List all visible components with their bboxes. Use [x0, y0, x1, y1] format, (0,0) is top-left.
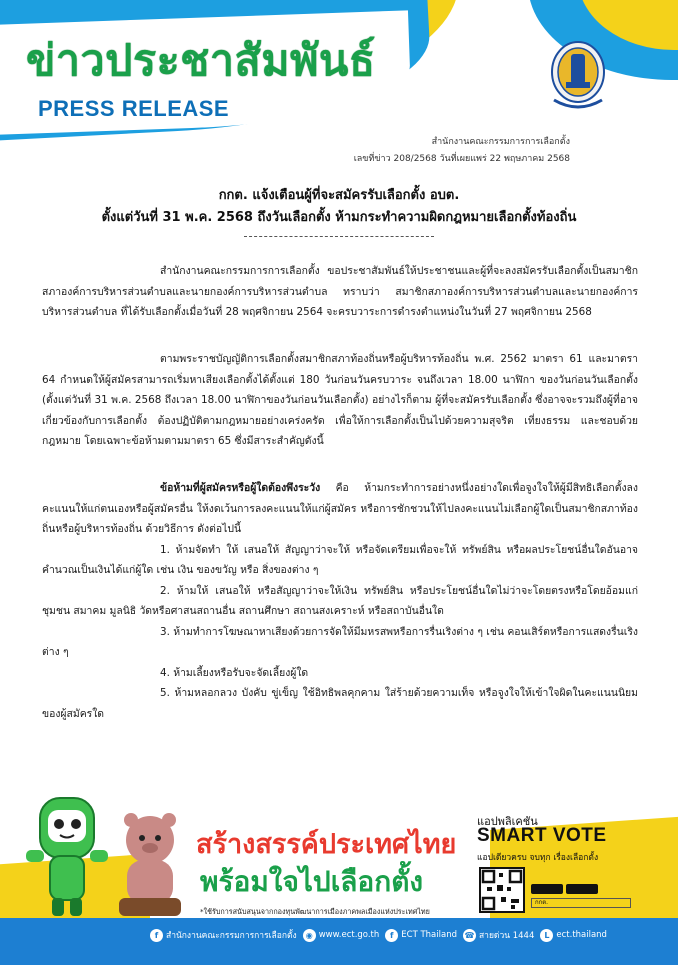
globe-icon: ◉ — [303, 929, 316, 942]
app-store-badge-icon[interactable] — [531, 884, 563, 894]
app-label: แอปพลิเคชัน — [477, 815, 538, 828]
headline-line-1: กกต. แจ้งเตือนผู้ที่จะสมัครรับเลือกตั้ง อบต. — [218, 188, 460, 203]
phone-icon: ☎ — [464, 930, 475, 940]
issuing-organization: สำนักงานคณะกรรมการการเลือกตั้ง — [431, 137, 570, 147]
press-title-thai: ข่าวประชาสัมพันธ์ — [26, 36, 376, 86]
footer-fb-label: ECT Thailand — [401, 930, 457, 940]
app-store-badges[interactable] — [531, 884, 598, 894]
footer-hotline-label: สายด่วน 1444 — [478, 931, 535, 941]
prohibition-item-3: 3. ห้ามทำการโฆษณาหาเสียงด้วยการจัดให้มีมหรสพหรือการรื่นเริงต่าง ๆ เช่น คอนเสิร์ตหรือการแสดงรื่นเริงต่าง ๆ — [42, 625, 638, 658]
footer-web-label: www.ect.go.th — [318, 930, 380, 940]
paragraph-2: ตามพระราชบัญญัติการเลือกตั้งสมาชิกสภาท้องถิ่นหรือผู้บริหารท้องถิ่น พ.ศ. 2562 มาตรา 61 และมาตรา 64 กำหนดให้ผู้สมัครสามารถเริ่มหาเสียงเลือกตั้งได้ตั้งแต่ 180 วันก่อนวันครบวาระ จนถึงเวลา 18.00 นาฬิกา ของวันก่อนวันเลือกตั้ง (ตั้งแต่วันที่ 31 พ.ค. 2568 ถึงเวลา 18.00 นาฬิกาของวันก่อนวันเลือกตั้ง) อย่างไรก็ตาม ผู้ที่จะสมัครรับเลือกตั้ง ซึ่งอาจจะรวมถึงผู้ที่อาจเกี่ยวข้องกับการเลือกตั้ง ต้องปฏิบัติตามกฎหมายอย่างเคร่งครัด เพื่อให้การเลือกตั้งเป็นไปด้วยความสุจริต เที่ยงธรรม และชอบด้วยกฎหมาย โดยเฉพาะข้อห้ามตามมาตรา 65 ซึ่งมีสาระสำคัญดังนี้ — [42, 353, 638, 447]
press-title-english: PRESS RELEASE — [38, 96, 230, 121]
footer-line[interactable] — [540, 929, 607, 942]
slogan-line-2: พร้อมใจไปเลือกตั้ง — [200, 865, 424, 898]
app-name: SMART VOTE — [477, 825, 607, 846]
app-search-bar: กกต. — [531, 898, 631, 908]
prohibitions-heading: ข้อห้ามที่ผู้สมัครหรือผู้ใดต้องพึงระวัง — [160, 482, 321, 494]
google-play-badge-icon[interactable] — [566, 884, 598, 894]
footer-line-label: ect.thailand — [556, 930, 607, 940]
prohibition-item-2: 2. ห้ามให้ เสนอให้ หรือสัญญาว่าจะให้เงิน ทรัพย์สิน หรือประโยชน์อื่นใดไม่ว่าจะโดยตรงหรือโดยอ้อมแก่ชุมชน สมาคม มูลนิธิ วัดหรือศาสนสถานอื่น สถานศึกษา สถานสงเคราะห์ หรือสถาบันอื่นใด — [42, 584, 638, 617]
headline-line-2: ตั้งแต่วันที่ 31 พ.ค. 2568 ถึงวันเลือกตั้ง ห้ามกระทำความผิดกฎหมายเลือกตั้งท้องถิ่น — [101, 210, 577, 225]
dashed-divider — [244, 236, 434, 237]
ect-emblem-icon — [546, 38, 610, 116]
prohibitions-intro: คือ ห้ามกระทำการอย่างหนึ่งอย่างใดเพื่อจูงใจให้ผู้มีสิทธิเลือกตั้งลงคะแนนให้แก่ตนเองหรือผู้สมัครอื่น ให้งดเว้นการลงคะแนนให้แก่ผู้สมัคร หรือการชักชวนให้ไปลงคะแนนไม่เลือกผู้ใดเป็นสมาชิกสภาท้องถิ่นหรือผู้บริหารท้องถิ่น ด้วยวิธีการ ดังต่อไปนี้ — [42, 482, 638, 535]
qr-code-icon — [479, 867, 525, 913]
app-tagline: แอปเดียวครบ จบทุก เรื่องเลือกตั้ง — [477, 853, 599, 863]
footer-org-label: สำนักงานคณะกรรมการการเลือกตั้ง — [166, 931, 297, 941]
issue-number-date: เลขที่ข่าว 208/2568 วันที่เผยแพร่ 22 พฤษภาคม 2568 — [353, 154, 570, 164]
line-app-icon: L — [540, 929, 553, 942]
prohibitions-lead — [42, 482, 638, 535]
smart-vote-promo — [477, 812, 639, 917]
paragraph-prohibitions — [42, 478, 638, 724]
funding-disclaimer: *ใช้รับการสนับสนุนจากกองทุนพัฒนาการเมืองภาคพลเมืองแห่งประเทศไทย — [200, 907, 430, 916]
footer-web[interactable] — [303, 929, 380, 942]
footer-contact-bar — [150, 928, 670, 942]
prohibition-item-1: 1. ห้ามจัดทำ ให้ เสนอให้ สัญญาว่าจะให้ หรือจัดเตรียมเพื่อจะให้ ทรัพย์สิน หรือผลประโยชน์อื่นใดอันอาจคำนวณเป็นเงินได้แก่ผู้ใด เช่น เงิน ของขวัญ หรือ สิ่งของต่าง ๆ — [42, 543, 638, 576]
slogan-line-1: สร้างสรรค์ประเทศไทย — [196, 829, 457, 860]
footer-facebook[interactable] — [385, 929, 457, 942]
ect-mascot-green-icon — [22, 790, 112, 920]
facebook-icon: f — [385, 929, 398, 942]
footer-org — [150, 928, 297, 942]
facebook-icon: f — [150, 929, 163, 942]
prohibition-item-4: 4. ห้ามเลี้ยงหรือรับจะจัดเลี้ยงผู้ใด — [160, 666, 309, 679]
prohibition-item-5: 5. ห้ามหลอกลวง บังคับ ขู่เข็ญ ใช้อิทธิพลคุกคาม ใส่ร้ายด้วยความเท็จ หรือจูงใจให้เข้าใจผิดในคะแนนนิยมของผู้สมัครใด — [42, 687, 638, 720]
mascot-pink-bear-icon — [105, 810, 195, 920]
footer-hotline[interactable] — [463, 928, 534, 942]
paragraph-1: สำนักงานคณะกรรมการการเลือกตั้ง ขอประชาสัมพันธ์ให้ประชาชนและผู้ที่จะลงสมัครรับเลือกตั้งเป็นสมาชิกสภาองค์การบริหารส่วนตำบลและนายกองค์การบริหารส่วนตำบล ทราบว่า สมาชิกสภาองค์การบริหารส่วนตำบลและนายกองค์การบริหารส่วนตำบล ที่ได้รับเลือกตั้งเมื่อวันที่ 28 พฤศจิกายน 2564 จะครบวาระการดำรงตำแหน่งในวันที่ 27 พฤศจิกายน 2568 — [42, 265, 638, 318]
